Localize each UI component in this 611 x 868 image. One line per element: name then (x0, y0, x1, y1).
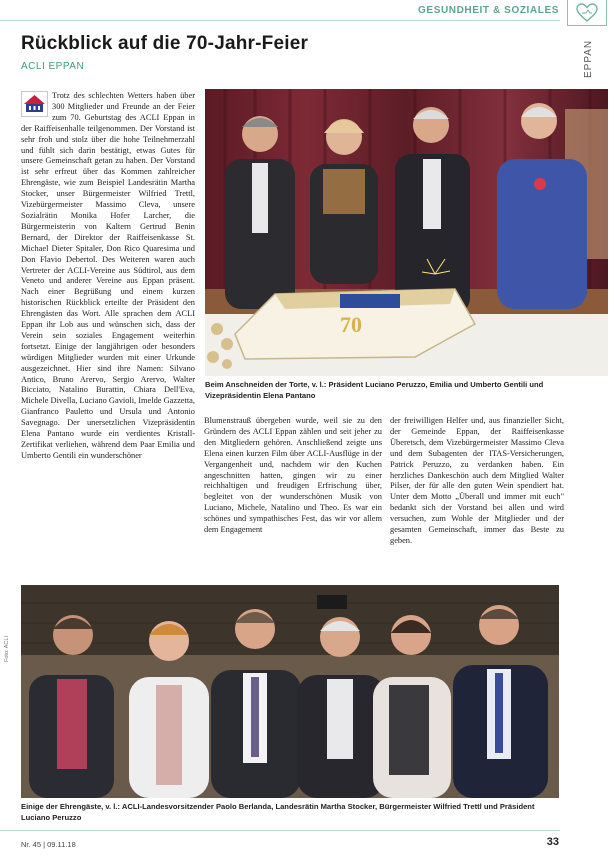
header-rule (0, 20, 560, 21)
side-label-text: EPPAN (583, 39, 594, 78)
article-column-1 (21, 91, 195, 579)
photo-credit (4, 612, 16, 662)
cake-number: 70 (340, 312, 362, 337)
article-title: Rückblick auf die 70-Jahr-Feier (21, 33, 309, 54)
photo-credit-text: Foto: ACLI (4, 636, 10, 662)
photo-honored-guests-graphic (21, 585, 559, 798)
photo-cake-cutting-graphic (205, 89, 608, 376)
heart-outline-icon (567, 0, 607, 26)
article-body-3: der freiwilligen Helfer und, aus finanzieller Sicht, der Gemeinde Eppan, der Raiffeisenkasse Überetsch, dem Vizebürgermeister Massimo Cleva und dem Subagenten der ITAS-Versicherungen, Patrick Peruzzo, zu verdanken haben. Ein herzliches Dankeschön auch dem Mitglied Walter Pilser, der für alle den guten Wein spendiert hat. Unter dem Motto „Überall und immer mit euch" bedankt sich der Vorstand bei allen und wird versuchen, zum Wohle der Mitglieder und der gesamten Gemeinschaft, immer das Beste zu geben. (390, 416, 564, 545)
side-label (583, 38, 597, 78)
article-body-1: Trotz des schlechten Wetters haben über 300 Mitglieder und Freunde an der Feier zum 70. Geburtstag des ACLI Eppan in der Raiffeisenhalle teilgenommen. Der Vorstand ist sehr froh und stolz über die hohe Teilnehmerzahl und fühlt sich darin bestätigt, etwas Gutes für unsere Gemeinschaft getan zu haben. Der Vorstand ist sehr erfreut über das Kommen zahlreicher Ehrengäste, wie zum Beispiel Landesrätin Martha Stocker, unser Bürgermeister Wilfried Trettl, Vizebürgermeister Massimo Cleva, unsere Sozialrätin Monika Hofer Larcher, die Bürgermeisterin von Kaltern Gertrud Benin Bernard, der Direktor der Raiffeisenkasse St. Michael Dieter Spitaler, Don Rico Quaresima und Don Flavio Debertol. Des Weiteren waren auch Vertreter der ACLI-Vereine aus Südtirol, aus dem Veneto und anderer Vereine aus Eppan präsent. Nach einer Begrüßung und einem kurzen historischen Rückblick erteilte der Präsident den Ehrengästen das Wort. Alle sprachen dem ACLI Eppan ihr Lob aus und wünschen sich, dass der Verein sein soziales Engagement weiterhin fortsetzt. Einige der langjährigen oder besonders würdigen Mitglieder wurden mit einer Urkunde ausgezeichnet. Hier sind ihre Namen: Silvano Antico, Bruno Arervo, Sergio Arervo, Walter Bicciato, Natalino Burattin, Chiara Dell'Eva, Michele Divella, Luciano Gavioli, Imelde Gazzetta, Gianfranco Pauletto und Ursula und Antonio Savegnago. Der unersetzlichen Vizepräsidentin Elena Pantano wurde ein verdientes Kristall-Zertifikat verliehen, während dem Paar Emilia und Umberto Gentili ein wunderschöner (21, 91, 195, 460)
page-header (0, 0, 611, 22)
section-label: GESUNDHEIT & SOZIALES (418, 5, 559, 16)
article-body-2: Blumenstrauß übergeben wurde, weil sie zu den Gründern des ACLI Eppan zählen und seit jeher zu den Mitgliedern gehören. Anschließend zeigte uns Elena einen kurzen Film über ACLI-Ausflüge in der Vergangenheit und, nachdem wir den Kuchen angeschnitten hatten, gingen wir zu einer reichhaltigen und freudigen Erfrischung über, begleitet von der wunderschönen Musik von Luciano, Michele, Natalino und Theo. Es war ein schönes und sympathisches Fest, das wir vor allem dem Engagement (204, 416, 382, 535)
page-number: 33 (546, 836, 559, 848)
issue-info: Nr. 45 | 09.11.18 (21, 840, 76, 849)
photo-honored-guests (21, 585, 559, 798)
article-subtitle: ACLI EPPAN (21, 61, 85, 72)
acli-logo-icon (21, 91, 48, 117)
photo2-caption: Einige der Ehrengäste, v. l.: ACLI-Landesvorsitzender Paolo Berlanda, Landesrätin Martha Stocker, Bürgermeister Wilfried Trettl und Präsident Luciano Peruzzo (21, 802, 535, 822)
photo-cake-cutting (205, 89, 608, 376)
footer-rule (0, 830, 560, 831)
article-column-2 (204, 416, 382, 586)
photo1-caption: Beim Anschneiden der Torte, v. l.: Präsident Luciano Peruzzo, Emilia und Umberto Gentili und Vizepräsidentin Elena Pantano (205, 380, 544, 400)
article-column-3 (390, 416, 564, 586)
